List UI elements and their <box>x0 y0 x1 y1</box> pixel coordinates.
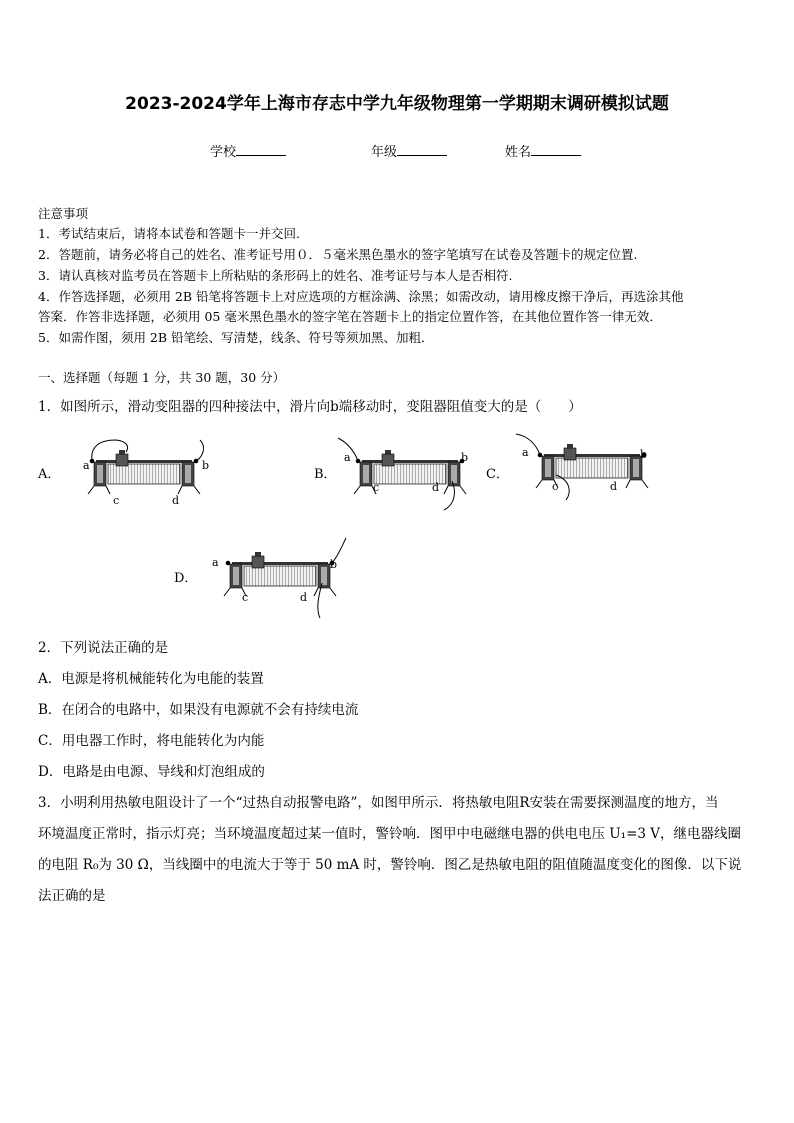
terminal-d-label: d <box>432 481 440 494</box>
terminal-c-label: c <box>373 481 380 494</box>
q1-option-c-label[interactable]: C． <box>486 467 509 482</box>
q2-option-d[interactable]: D．电路是由电源、导线和灯泡组成的 <box>38 764 265 780</box>
terminal-d-label: d <box>300 591 308 604</box>
notice-item: 3．请认真核对监考员在答题卡上所粘贴的条形码上的姓名、准考证号与本人是否相符. <box>38 268 513 283</box>
question-3-line: 3．小明利用热敏电阻设计了一个“过热自动报警电路”，如图甲所示．将热敏电阻R安装在需要探测温度的地方，当 <box>38 795 719 811</box>
q1-option-d-label[interactable]: D． <box>174 571 198 586</box>
terminal-d-label: d <box>172 494 180 507</box>
terminal-a-label: a <box>522 446 529 459</box>
notice-item: 5．如需作图，须用 2B 铅笔绘、写清楚，线条、符号等须加黑、加粗． <box>38 330 434 345</box>
terminal-c-label: c <box>552 480 559 493</box>
terminal-c-label: c <box>113 494 120 507</box>
grade-label: 年级 <box>371 145 398 160</box>
q2-option-c[interactable]: C．用电器工作时，将电能转化为内能 <box>38 733 265 749</box>
terminal-a-label: a <box>212 556 219 569</box>
section-heading: 一、选择题（每题 1 分，共 30 题，30 分） <box>38 370 286 385</box>
question-3-line: 法正确的是 <box>38 888 106 904</box>
q1-option-b-label[interactable]: B． <box>314 467 337 482</box>
q2-option-a[interactable]: A．电源是将机械能转化为电能的装置 <box>38 671 264 687</box>
notice-item: 4．作答选择题，必须用 2B 铅笔将答题卡上对应选项的方框涂满、涂黑；如需改动，请用橡皮擦干净后，再选涂其他 <box>38 289 684 304</box>
terminal-b-label: b <box>330 558 338 571</box>
terminal-c-label: c <box>242 591 249 604</box>
notice-item: 1．考试结束后，请将本试卷和答题卡一并交回. <box>38 226 300 241</box>
question-3-line: 环境温度正常时，指示灯亮；当环境温度超过某一值时，警铃响．图甲中电磁继电器的供电电压 U₁=3 V，继电器线圈 <box>38 826 742 842</box>
page-title: 2023-2024学年上海市存志中学九年级物理第一学期期末调研模拟试题 <box>125 94 669 114</box>
rheostat-figure-c <box>516 434 648 500</box>
notice-item: 2．答题前，请务必将自己的姓名、准考证号用０．５毫米黑色墨水的签字笔填写在试卷及答题卡的规定位置. <box>38 247 638 262</box>
question-2-stem: 2．下列说法正确的是 <box>38 640 169 656</box>
name-label: 姓名 <box>505 145 532 160</box>
rheostat-figure-b <box>338 438 468 510</box>
rheostat-figure-d <box>212 538 346 618</box>
terminal-a-label: a <box>83 459 90 472</box>
school-label: 学校 <box>210 145 237 160</box>
terminal-b-label: b <box>640 448 648 461</box>
notice-heading: 注意事项 <box>38 206 89 221</box>
wire-b <box>196 440 203 461</box>
terminal-b-label: b <box>202 459 210 472</box>
rheostat-figure-a <box>83 440 209 507</box>
notice-item: 答案．作答非选择题，必须用 05 毫米黑色墨水的签字笔在答题卡上的指定位置作答，在其他位置作答一律无效． <box>38 309 662 324</box>
terminal-a-label: a <box>344 451 351 464</box>
terminal-d-label: d <box>610 480 618 493</box>
terminal-b-label: b <box>461 451 469 464</box>
q1-option-a-label[interactable]: A． <box>38 467 61 482</box>
q2-option-b[interactable]: B．在闭合的电路中，如果没有电源就不会有持续电流 <box>38 702 359 718</box>
question-1-stem: 1．如图所示，滑动变阻器的四种接法中，滑片向b端移动时，变阻器阻值变大的是（ ） <box>38 399 582 415</box>
question-3-line: 的电阻 R₀为 30 Ω，当线圈中的电流大于等于 50 mA 时，警铃响．图乙是热敏电阻的阻值随温度变化的图像．以下说 <box>38 857 742 873</box>
